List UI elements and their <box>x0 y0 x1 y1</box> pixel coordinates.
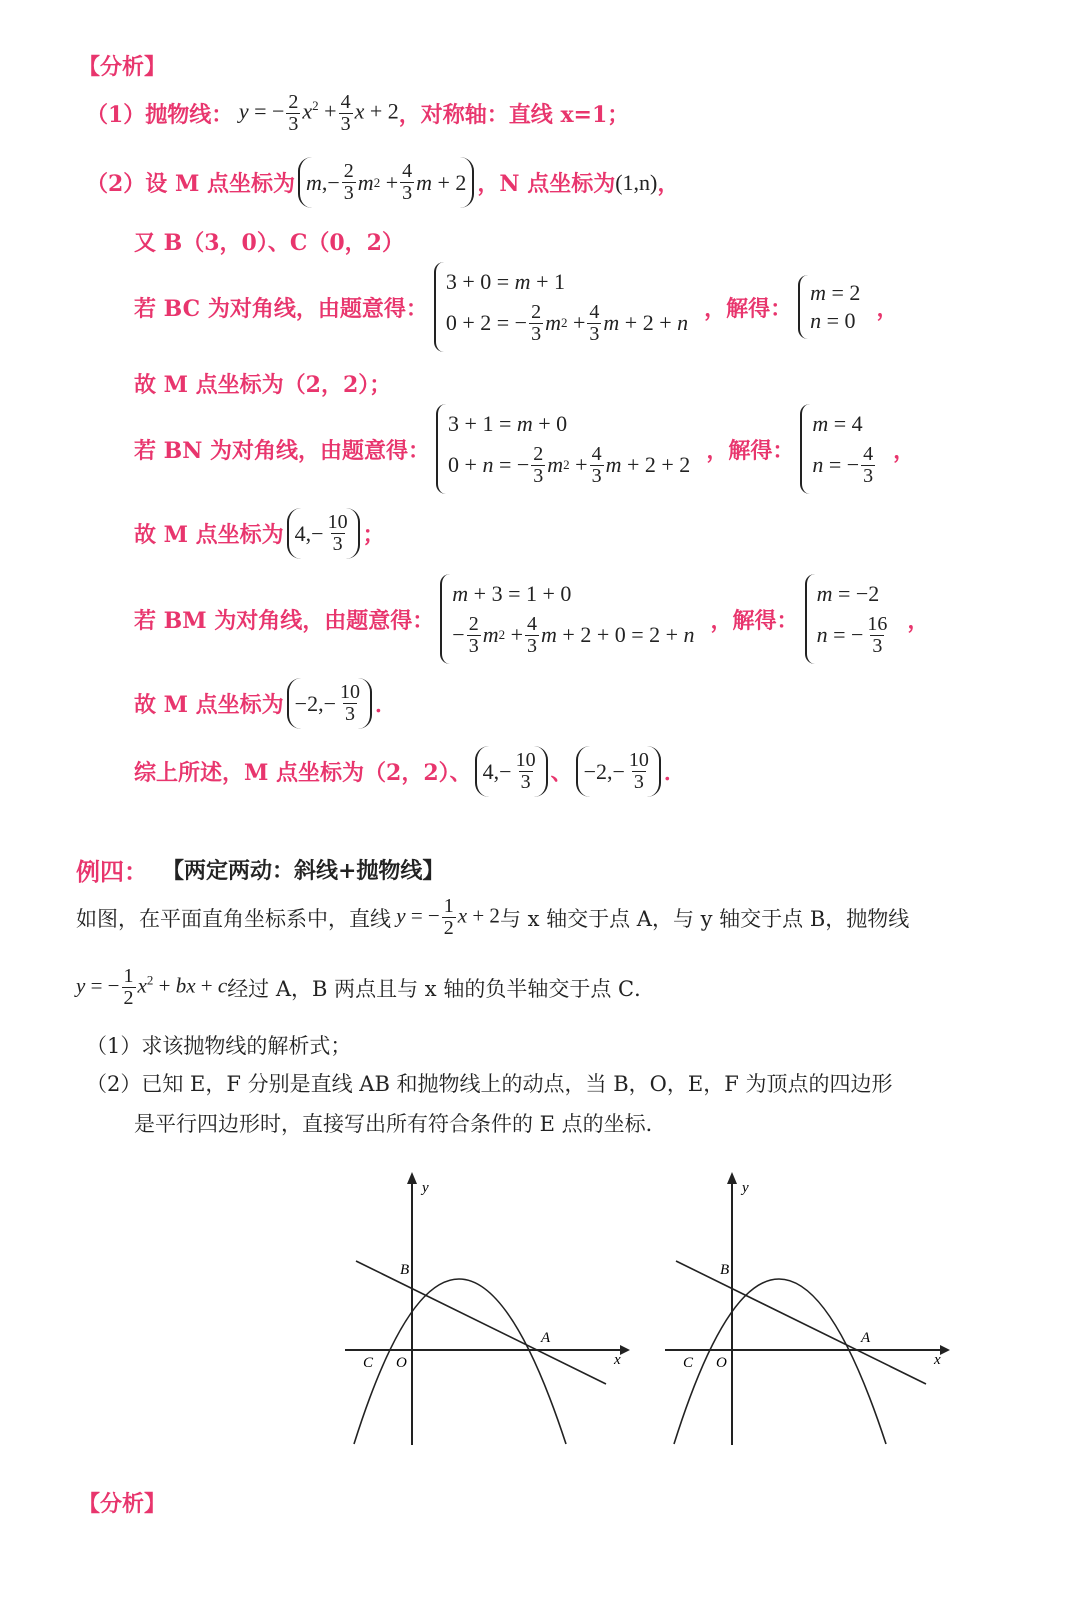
m-bm: 故 M 点坐标为 <box>134 692 284 718</box>
solution-bc: m = 2 n = 0 <box>798 275 870 339</box>
label-x: x <box>614 1352 621 1368</box>
case-bc-line: 若 BC 为对角线，由题意得： 3 + 0 = m + 1 0 + 2 = − $\frac{2}{3}$ m 2 + $\frac{4}{3}$ m + 2 + n ，解得： m = 2 n = 0 ， <box>134 262 898 352</box>
m-bc: 故 M 点坐标为（2，2）； <box>134 372 392 398</box>
summary-coord-2: −2,− $\frac{10}{3}$ <box>576 746 661 797</box>
line-ab <box>676 1261 926 1384</box>
system-bn: 3 + 1 = m + 0 0 + n = − $\frac{2}{3}$ m 2 + $\frac{4}{3}$ m + 2 + 2 <box>436 404 700 494</box>
label-y: y <box>742 1180 749 1196</box>
label-o: O <box>396 1355 407 1371</box>
summary-line: 综上所述，M 点坐标为（2，2）、 4,− $\frac{10}{3}$ 、 −2,− $\frac{10}{3}$ ． <box>134 746 686 797</box>
m-bn-line: 故 M 点坐标为 4,− $\frac{10}{3}$ ； <box>134 508 385 559</box>
label-b: B <box>400 1262 410 1278</box>
question-2b: 是平行四边形时，直接写出所有符合条件的 E 点的坐标． <box>134 1112 667 1136</box>
intro-line-2 <box>76 966 655 1009</box>
label-c: C <box>683 1355 694 1371</box>
line-ab <box>356 1261 606 1384</box>
system-bm: m + 3 = 1 + 0 − $\frac{2}{3}$ m 2 + $\frac{4}{3}$ m + 2 + 0 = 2 + n <box>440 574 704 664</box>
example4-header <box>76 852 444 887</box>
parabola-curve <box>354 1279 566 1444</box>
label-a: A <box>861 1330 871 1346</box>
example4-tag: 【两定两动：斜线+抛物线】 <box>162 858 445 884</box>
y-arrow-icon <box>407 1172 417 1184</box>
sym-axis: ，对称轴：直线 x=1； <box>398 102 630 128</box>
case-bc: 若 BC 为对角线，由题意得： <box>134 295 428 322</box>
solve-bm: ，解得： <box>710 607 799 634</box>
x-arrow-icon <box>620 1345 630 1355</box>
line-eq: y = − $\frac{1}{2}$ x + 2 <box>396 895 500 939</box>
summary: 综上所述，M 点坐标为（2，2）、 <box>134 760 472 786</box>
analysis-title: 【分析】 <box>78 54 167 80</box>
intro3: 经过 A，B 两点且与 x 轴的负半轴交于点 C． <box>227 976 656 1001</box>
label-b: B <box>720 1262 730 1278</box>
analysis-title-2: 【分析】 <box>78 1491 167 1517</box>
m-bm-coord: −2,− $\frac{10}{3}$ <box>287 678 372 729</box>
question-1: （1）求该抛物线的解析式； <box>86 1034 352 1058</box>
parabola-eq: y = − $\frac{2}{3}$ $x^2$ + $\frac{4}{3}$ x + 2 <box>238 91 399 135</box>
question-2a: （2）已知 E，F 分别是直线 AB 和抛物线上的动点，当 B，O，E，F 为顶点的四边形 <box>86 1072 893 1096</box>
figure-right <box>660 1170 950 1450</box>
label-x: x <box>934 1352 941 1368</box>
case-bm: 若 BM 为对角线，由题意得： <box>134 607 435 634</box>
label-c: C <box>363 1355 374 1371</box>
solve-bn: ，解得： <box>706 437 795 464</box>
x-arrow-icon <box>940 1345 950 1355</box>
summary-coord-1: 4,− $\frac{10}{3}$ <box>475 746 548 797</box>
m-bn-coord: 4,− $\frac{10}{3}$ <box>287 508 360 559</box>
intro1: 如图，在平面直角坐标系中，直线 <box>76 906 391 931</box>
system-bc: 3 + 0 = m + 1 0 + 2 = − $\frac{2}{3}$ m 2 + $\frac{4}{3}$ m + 2 + n <box>434 262 698 352</box>
label-o: O <box>716 1355 727 1371</box>
label-y: y <box>422 1180 429 1196</box>
parabola-general-eq: y = − $\frac{1}{2}$ $x^2$ + bx + c <box>76 965 228 1009</box>
case-bn-line: 若 BN 为对角线，由题意得： 3 + 1 = m + 0 0 + n = − $\frac{2}{3}$ m 2 + $\frac{4}{3}$ m + 2 + 2 ，解得： m = 4 n = − $\frac{4}{3}$ ， <box>134 404 915 494</box>
label-a: A <box>541 1330 551 1346</box>
intro2: 与 x 轴交于点 A，与 y 轴交于点 B，抛物线 <box>499 906 910 931</box>
figure-left <box>340 1170 630 1450</box>
m-bm-line: 故 M 点坐标为 −2,− $\frac{10}{3}$ ． <box>134 678 397 729</box>
y-arrow-icon <box>727 1172 737 1184</box>
m-coord: m ,− $\frac{2}{3}$ m 2 + $\frac{4}{3}$ m + 2 <box>298 157 474 208</box>
case-bm-line: 若 BM 为对角线，由题意得： m + 3 = 1 + 0 − $\frac{2}{3}$ m 2 + $\frac{4}{3}$ m + 2 + 0 = 2 + n ，解得： m = −2 n = − $\frac{16}{3}$ ， <box>134 574 929 664</box>
part1-label: （1）抛物线： <box>86 102 234 128</box>
part1-line <box>86 92 629 135</box>
intro-line-1 <box>76 896 909 939</box>
n-coord: (1,n) <box>615 169 658 195</box>
n-text: ，N 点坐标为 <box>477 171 616 197</box>
part2-label: （2）设 M 点坐标为 <box>86 171 295 197</box>
parabola-curve <box>674 1279 886 1444</box>
example4-label: 例四： <box>76 857 148 886</box>
solution-bn: m = 4 n = − $\frac{4}{3}$ <box>800 404 887 494</box>
case-bn: 若 BN 为对角线，由题意得： <box>134 437 431 464</box>
part2-line: （2）设 M 点坐标为 m ,− $\frac{2}{3}$ m 2 + $\frac{4}{3}$ m + 2 ，N 点坐标为 (1,n) ， <box>86 157 679 208</box>
m-bn: 故 M 点坐标为 <box>134 522 284 548</box>
given-points: 又 B（3，0）、C（0，2） <box>134 230 404 256</box>
solution-bm: m = −2 n = − $\frac{16}{3}$ <box>805 574 902 664</box>
solve-bc: ，解得： <box>704 295 793 322</box>
